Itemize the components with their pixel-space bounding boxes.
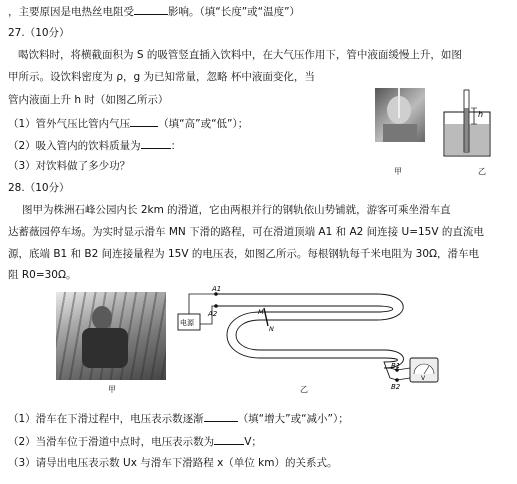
q28-s1-text-a: （1）滑车在下滑过程中，电压表示数逐渐	[8, 413, 204, 425]
q27-label-yi: 乙	[478, 167, 486, 176]
shirt-shape	[383, 124, 417, 142]
q27-s1-text-a: （1）管外气压比管内气压	[8, 118, 131, 130]
power-label: 电源	[180, 319, 194, 327]
rail-inner	[216, 306, 401, 380]
q28-s2-text-a: （2）当滑车位于滑道中点时，电压表示数为	[8, 436, 215, 448]
q27-paragraph-2: 甲所示。设饮料密度为 ρ，g 为已知常量，忽略 杯中液面变化，当	[8, 71, 315, 83]
q27-s2-text-a: （2）吸入管内的饮料质量为	[8, 140, 141, 152]
slider-mn	[264, 308, 268, 326]
m-label: M	[258, 308, 264, 316]
q27-subquestion-1	[8, 115, 248, 131]
rail-circuit-diagram	[172, 284, 517, 392]
q28-number: 28.（10分）	[8, 182, 70, 194]
straw-shape	[398, 88, 400, 118]
q28-paragraph-3: 源，底端 B1 和 B2 间连接量程为 15V 的电压表，如图乙所示。每根钢轨每千米电阻为 30Ω，滑车电	[8, 248, 480, 260]
q27-label-jia: 甲	[394, 167, 402, 176]
q27-subquestion-2	[8, 137, 181, 153]
q28-paragraph-1: 图甲为株洲石峰公园内长 2km 的滑道，它由两根并行的钢轨依山势铺就，游客可乘坐滑车直	[22, 204, 451, 216]
q27-paragraph-3: 管内液面上升 h 时（如图乙所示）	[8, 94, 169, 106]
rail-outer	[216, 294, 404, 370]
b2-label: B2	[391, 383, 401, 391]
q28-s2-text-b: V；	[244, 436, 262, 448]
q28-paragraph-2: 达蓄薇园停车场。为实时显示滑车 MN 下滑的路程，可在滑道顶端 A1 和 A2 间连接 U=15V 的直流电	[8, 226, 484, 238]
prev-text-a: ，主要原因是电热丝电阻受	[8, 6, 134, 18]
prev-question-line	[8, 3, 300, 19]
answer-blank	[214, 433, 244, 445]
q28-paragraph-4: 阻 R0=30Ω。	[8, 269, 77, 281]
wire-b2-meter	[397, 378, 410, 380]
q27-subquestion-3: （3）对饮料做了多少功？	[8, 160, 131, 172]
answer-blank	[130, 115, 158, 127]
q28-subquestion-3: （3）请导出电压表示数 Ux 与滑车下滑路程 x（单位 km）的关系式。	[8, 457, 338, 469]
q28-subquestion-2	[8, 433, 262, 449]
straw-liquid	[465, 108, 469, 152]
q28-label-yi: 乙	[300, 385, 308, 394]
q27-s1-text-b: （填“高”或“低”）；	[158, 118, 249, 130]
drinking-photo	[375, 88, 425, 142]
answer-blank	[141, 137, 171, 149]
voltmeter-label: V	[421, 375, 426, 382]
cup-straw-diagram	[436, 84, 502, 160]
q27-s2-text-b: ：	[170, 140, 182, 152]
q27-number: 27.（10分）	[8, 27, 70, 39]
q28-s1-text-b: （填“增大”或“减小”）；	[237, 413, 349, 425]
answer-blank	[204, 410, 238, 422]
q28-subquestion-1	[8, 410, 349, 426]
a2-label: A2	[208, 310, 218, 318]
answer-blank	[134, 3, 168, 15]
slide-photo	[56, 292, 166, 380]
b1-label: B1	[391, 362, 401, 370]
rider-body	[82, 328, 128, 368]
rider-head	[92, 306, 112, 330]
a1-label: A1	[212, 285, 222, 293]
h-label: h	[478, 110, 484, 119]
prev-text-b: 影响。（填“长度”或“温度”）	[168, 6, 301, 18]
q27-paragraph-1: 喝饮料时，将横截面积为 S 的吸管竖直插入饮料中，在大气压作用下，管中液面缓慢上升，如图	[18, 49, 462, 61]
q28-label-jia: 甲	[108, 385, 116, 394]
n-label: N	[269, 325, 274, 333]
